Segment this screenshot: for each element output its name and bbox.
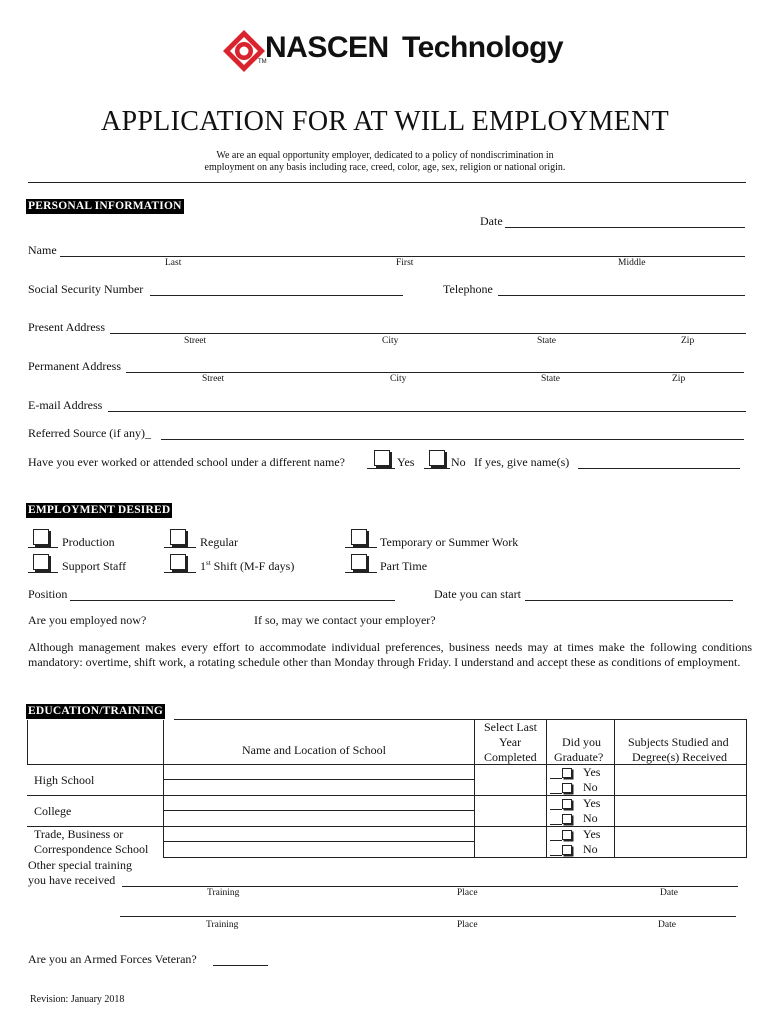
edu-table-col-divider-1	[163, 720, 164, 858]
telephone-field[interactable]	[498, 295, 745, 296]
shift-line	[164, 572, 196, 573]
email-label: E-mail Address	[28, 398, 103, 412]
edu-table-top	[174, 719, 747, 720]
edu-table-left-border	[27, 720, 28, 764]
permanent-zip-label: Zip	[672, 374, 686, 384]
position-label: Position	[28, 587, 68, 601]
date-label-1: Date	[660, 888, 678, 898]
hs-yes-label: Yes	[583, 765, 601, 779]
row-high-school: High School	[34, 773, 95, 787]
part-time-checkbox[interactable]	[351, 554, 367, 570]
logo-text-prefix: NASCEN	[265, 31, 389, 64]
edu-row-rule-3	[163, 810, 474, 811]
present-zip-label: Zip	[681, 336, 695, 346]
permanent-state-label: State	[541, 374, 560, 384]
permanent-street-label: Street	[202, 374, 225, 384]
eeo-line-1: We are an equal opportunity employer, dedicated to a policy of nondiscrimination in	[216, 150, 554, 161]
hs-yes-line	[550, 778, 562, 779]
permanent-address-field[interactable]	[126, 372, 744, 373]
name-label: Name	[28, 243, 57, 257]
date-field[interactable]	[505, 227, 745, 228]
edu-table-col-divider-4	[614, 720, 615, 858]
college-no-checkbox[interactable]	[562, 814, 572, 824]
other-training-label-1: Other special training	[28, 858, 132, 872]
veteran-field[interactable]	[213, 965, 268, 966]
shift-checkbox[interactable]	[170, 554, 186, 570]
trade-yes-line	[550, 840, 562, 841]
college-yes-line	[550, 809, 562, 810]
ssn-field[interactable]	[150, 295, 403, 296]
present-city-label: City	[382, 336, 399, 346]
page-title: APPLICATION FOR AT WILL EMPLOYMENT	[100, 106, 670, 137]
regular-checkbox[interactable]	[170, 529, 186, 545]
edu-table-col-divider-2	[474, 720, 475, 858]
worked-question: Have you ever worked or attended school under a different name?	[28, 455, 345, 469]
telephone-label: Telephone	[443, 282, 493, 296]
col-year-header-2: Year	[499, 735, 522, 749]
worked-yes-checkbox[interactable]	[374, 450, 390, 466]
regular-label: Regular	[200, 535, 238, 549]
logo-text-suffix: Technology	[402, 31, 564, 64]
college-yes-label: Yes	[583, 796, 601, 810]
support-staff-checkbox[interactable]	[33, 554, 49, 570]
trade-no-label: No	[583, 842, 598, 856]
col-subjects-header-1: Subjects Studied and	[628, 735, 729, 749]
col-grad-header-2: Graduate?	[554, 750, 604, 764]
place-label-1: Place	[457, 888, 478, 898]
position-field[interactable]	[70, 600, 395, 601]
production-line	[28, 547, 58, 548]
edu-row-rule-4	[27, 826, 747, 827]
if-yes-names-field[interactable]	[578, 468, 740, 469]
trade-no-checkbox[interactable]	[562, 845, 572, 855]
temporary-checkbox[interactable]	[351, 529, 367, 545]
name-first-label: First	[396, 258, 414, 268]
production-checkbox[interactable]	[33, 529, 49, 545]
row-college: College	[34, 804, 72, 818]
training-label-1: Training	[207, 888, 240, 898]
worked-yes-line	[367, 468, 395, 469]
name-last-label: Last	[165, 258, 182, 268]
other-training-label-2: you have received	[28, 873, 116, 887]
college-no-line	[550, 824, 562, 825]
trade-yes-label: Yes	[583, 827, 601, 841]
logo-tm: TM	[258, 59, 267, 65]
regular-line	[164, 547, 196, 548]
name-middle-label: Middle	[618, 258, 646, 268]
date-start-field[interactable]	[525, 600, 733, 601]
permanent-city-label: City	[390, 374, 407, 384]
hs-no-checkbox[interactable]	[562, 783, 572, 793]
name-field[interactable]	[60, 256, 745, 257]
temporary-label: Temporary or Summer Work	[380, 535, 519, 549]
veteran-question: Are you an Armed Forces Veteran?	[28, 952, 197, 966]
part-time-label: Part Time	[380, 559, 428, 573]
hs-no-line	[550, 793, 562, 794]
other-training-field-2[interactable]	[120, 916, 736, 917]
email-field[interactable]	[108, 411, 746, 412]
present-address-label: Present Address	[28, 320, 105, 334]
worked-no-line	[424, 468, 450, 469]
date-start-label: Date you can start	[434, 587, 521, 601]
logo	[222, 28, 564, 74]
worked-no-label: No	[451, 455, 466, 469]
permanent-address-label: Permanent Address	[28, 359, 121, 373]
part-time-line	[345, 572, 377, 573]
shift-label: 1st Shift (M-F days)	[200, 559, 295, 573]
edu-table-right-border	[746, 720, 747, 858]
hs-yes-checkbox[interactable]	[562, 768, 572, 778]
other-training-field-1[interactable]	[122, 886, 738, 887]
edu-row-rule-1	[163, 779, 474, 780]
date-label: Date	[480, 214, 503, 228]
training-label-2: Training	[206, 920, 239, 930]
eeo-line-2: employment on any basis including race, creed, color, age, sex, religion or national origin.	[204, 162, 566, 173]
present-state-label: State	[537, 336, 556, 346]
logo-mark-icon	[222, 29, 266, 73]
col-year-header-3: Completed	[484, 750, 537, 764]
college-yes-checkbox[interactable]	[562, 799, 572, 809]
production-label: Production	[62, 535, 115, 549]
row-trade-2: Correspondence School	[34, 842, 149, 856]
place-label-2: Place	[457, 920, 478, 930]
employment-desired-header: EMPLOYMENT DESIRED	[28, 504, 171, 516]
edu-table-col-divider-3	[546, 720, 547, 858]
support-staff-label: Support Staff	[62, 559, 127, 573]
college-no-label: No	[583, 811, 598, 825]
worked-no-checkbox[interactable]	[429, 450, 445, 466]
if-yes-label: If yes, give name(s)	[474, 455, 570, 469]
col-school-header: Name and Location of School	[242, 743, 386, 757]
col-grad-header-1: Did you	[562, 735, 601, 749]
col-year-header-1: Select Last	[484, 720, 537, 734]
present-address-field[interactable]	[110, 333, 746, 334]
trade-no-line	[550, 855, 562, 856]
support-staff-line	[28, 572, 58, 573]
contact-question: If so, may we contact your employer?	[254, 613, 436, 627]
hs-no-label: No	[583, 780, 598, 794]
title-divider	[28, 182, 746, 183]
personal-info-header: PERSONAL INFORMATION	[28, 200, 182, 212]
education-header: EDUCATION/TRAINING	[28, 705, 164, 717]
conditions-paragraph: Although management makes every effort to accommodate individual preferences, business needs may at times make the following conditions mandatory: overtime, shift work, a rotating schedule other than Monday through Friday. I understand and accept these as conditions of employment.	[28, 640, 752, 669]
temporary-line	[345, 547, 377, 548]
edu-row-rule-2	[27, 795, 747, 796]
present-street-label: Street	[184, 336, 207, 346]
date-label-2: Date	[658, 920, 676, 930]
ssn-label: Social Security Number	[28, 282, 144, 296]
edu-row-rule-5	[163, 841, 474, 842]
referred-field[interactable]	[161, 439, 744, 440]
edu-table-bottom	[163, 857, 747, 858]
worked-yes-label: Yes	[397, 455, 415, 469]
referred-label: Referred Source (if any)_	[28, 426, 151, 440]
employed-question: Are you employed now?	[28, 613, 147, 627]
trade-yes-checkbox[interactable]	[562, 830, 572, 840]
col-subjects-header-2: Degree(s) Received	[632, 750, 727, 764]
revision-note: Revision: January 2018	[30, 994, 125, 1005]
row-trade-1: Trade, Business or	[34, 827, 124, 841]
